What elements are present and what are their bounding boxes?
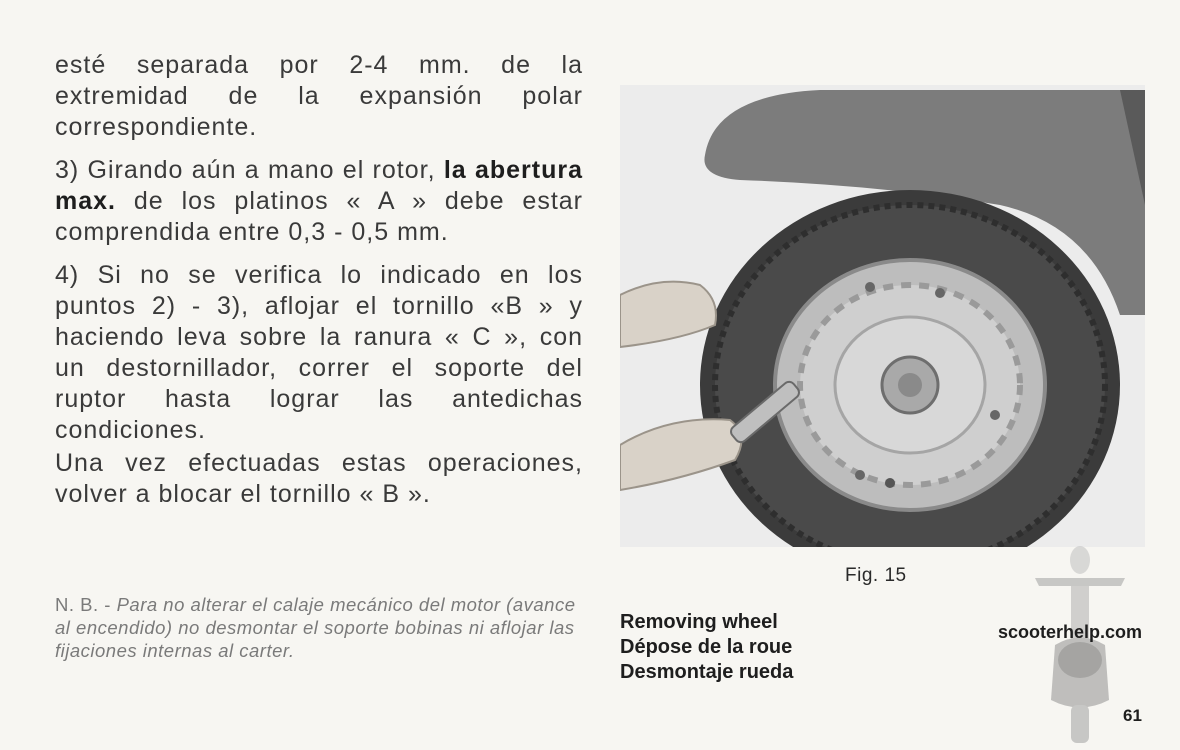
figure-label: Fig. 15	[845, 565, 907, 586]
nb-prefix: N. B. -	[55, 594, 117, 615]
paragraph-2	[55, 155, 583, 248]
caption-french: Dépose de la roue	[620, 636, 793, 658]
watermark-text: scooterhelp.com	[998, 622, 1143, 642]
main-text-column	[55, 50, 583, 522]
caption-english: Removing wheel	[620, 611, 778, 633]
paragraph-4: Una vez efectuadas estas operaciones, volver a blocar el tornillo « B ».	[55, 449, 583, 508]
paragraph-2-bold: la abertura max.	[55, 156, 583, 215]
figure-captions	[620, 610, 793, 685]
paragraph-2-end: de los platinos « A » debe estar comprendida entre 0,3 - 0,5 mm.	[55, 187, 583, 246]
paragraph-1: esté separada por 2-4 mm. de la extremidad de la expansión polar correspondiente.	[55, 51, 583, 141]
wheel-removal-photo	[620, 85, 1145, 547]
nb-note	[55, 593, 583, 662]
caption-spanish: Desmontaje rueda	[620, 661, 794, 683]
paragraph-2-start: 3) Girando aún a mano el rotor,	[55, 156, 444, 184]
page-number: 61	[1123, 706, 1142, 725]
paragraph-3: 4) Si no se verifica lo indicado en los puntos 2) - 3), aflojar el tornillo «B » y haciendo leva sobre la ranura « C », con un destornillador, correr el soporte del ruptor hasta lograr las antedichas condiciones.	[55, 261, 583, 444]
nb-text: Para no alterar el calaje mecánico del motor (avance al encendido) no desmontar el soporte bobinas ni aflojar las fijaciones internas al carter.	[55, 594, 576, 661]
